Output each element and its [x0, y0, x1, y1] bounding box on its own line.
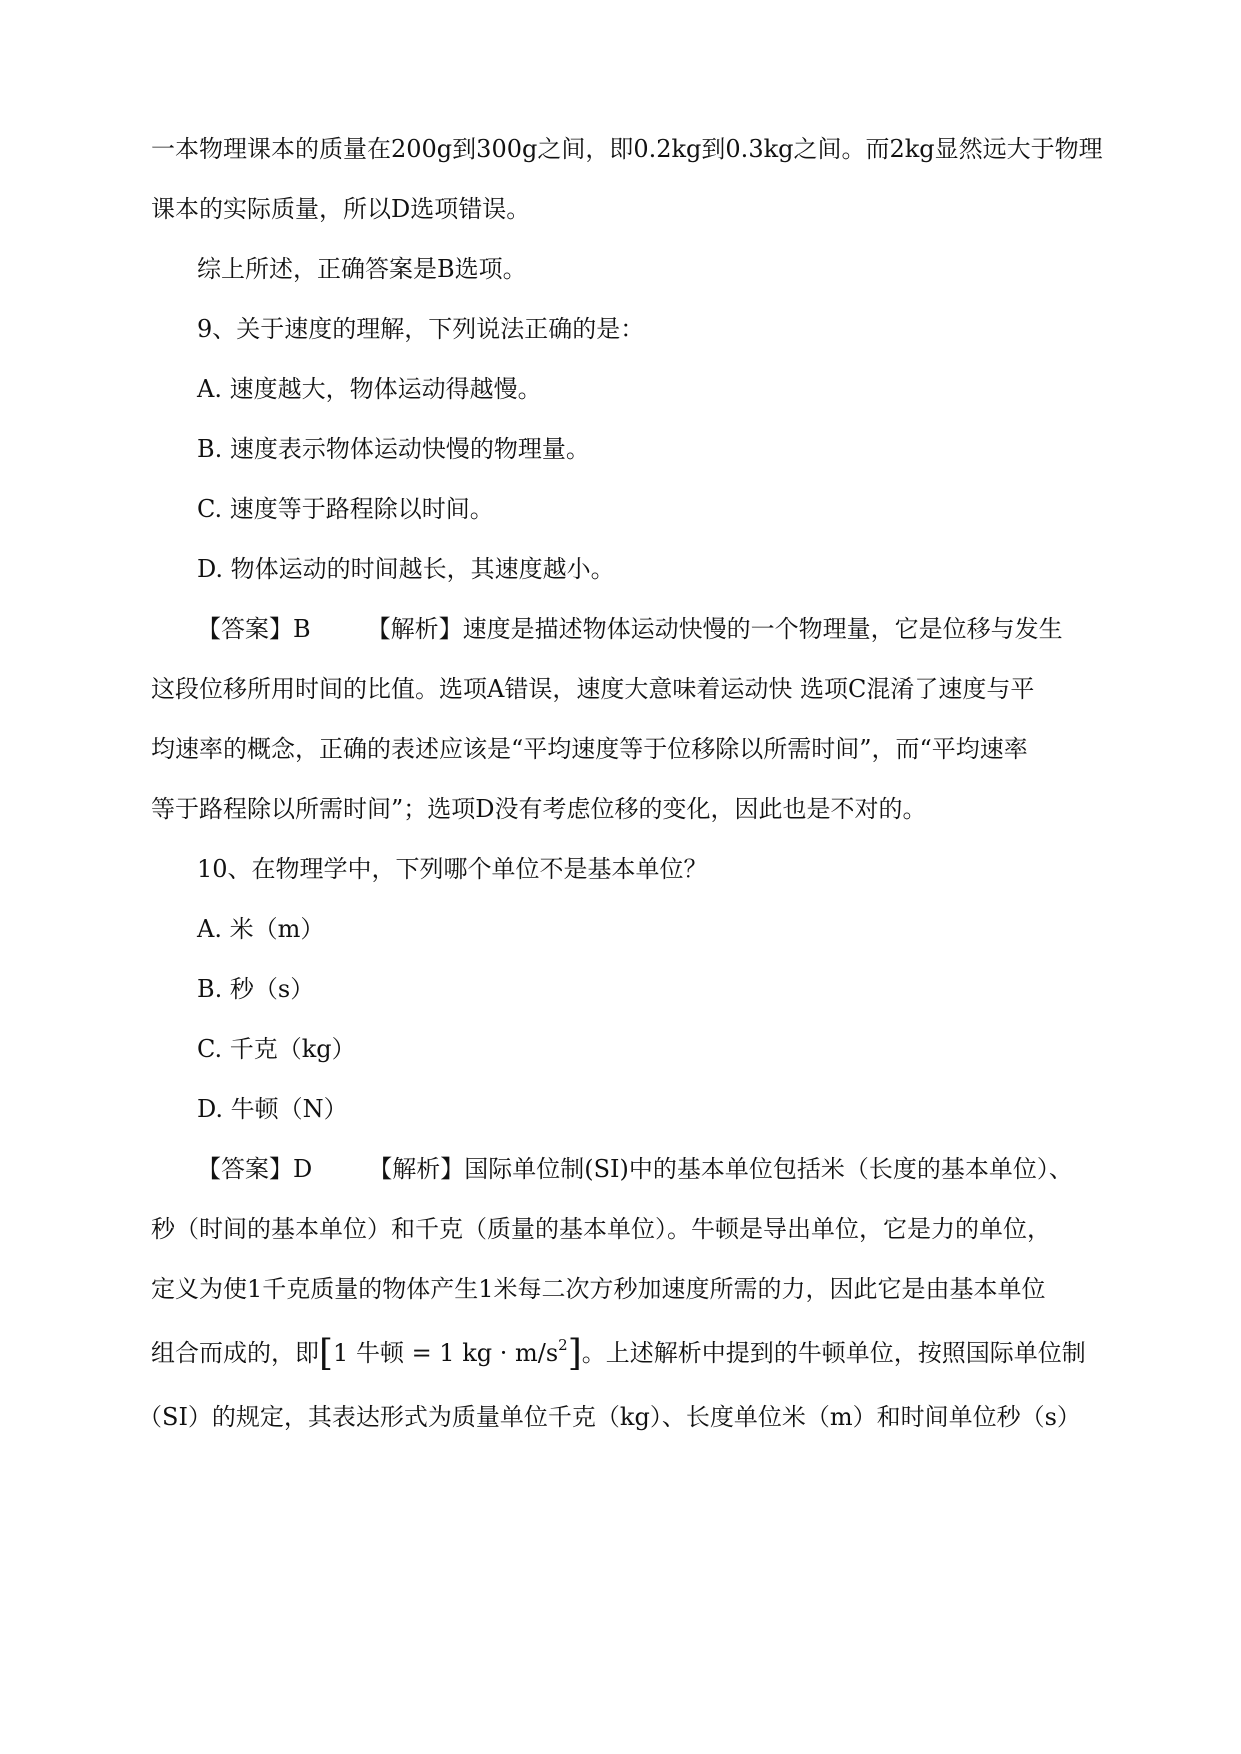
option-a: A. 米（m）	[197, 915, 325, 943]
right-bracket: ]	[567, 1333, 582, 1374]
answer-line-9	[197, 612, 1063, 646]
answer-label: 【答案】D	[197, 1155, 313, 1183]
formula-suffix: 。上述解析中提到的牛顿单位，按照国际单位制	[581, 1339, 1086, 1367]
paragraph-line: 课本的实际质量，所以D选项错误。	[151, 195, 531, 223]
option-d: D. 牛顿（N）	[197, 1095, 348, 1123]
question-9: 9、关于速度的理解，下列说法正确的是：	[197, 315, 645, 343]
formula-main: 1 牛顿 = 1 kg · m/s	[333, 1339, 559, 1367]
paragraph-line: 定义为使1千克质量的物体产生1米每二次方秒加速度所需的力，因此它是由基本单位	[151, 1275, 1046, 1303]
paragraph-line: 等于路程除以所需时间”；选项D没有考虑位移的变化，因此也是不对的。	[151, 795, 927, 823]
analysis-text: 【解析】国际单位制(SI)中的基本单位包括米（长度的基本单位）、	[368, 1155, 1073, 1183]
analysis-text: 【解析】速度是描述物体运动快慢的一个物理量，它是位移与发生	[366, 615, 1063, 643]
option-b: B. 速度表示物体运动快慢的物理量。	[197, 435, 590, 463]
newton-formula	[333, 1336, 568, 1370]
paragraph-line: 均速率的概念，正确的表述应该是“平均速度等于位移除以所需时间”，而“平均速率	[151, 735, 1028, 763]
option-b: B. 秒（s）	[197, 975, 315, 1003]
paragraph-line: 秒（时间的基本单位）和千克（质量的基本单位）。牛顿是导出单位，它是力的单位，	[151, 1215, 1051, 1243]
answer-line-10	[197, 1152, 1073, 1186]
paragraph-line: 这段位移所用时间的比值。选项A错误，速度大意味着运动快 选项C混淆了速度与平	[151, 675, 1035, 703]
option-c: C. 千克（kg）	[197, 1035, 356, 1063]
paragraph-line: 一本物理课本的质量在200g到300g之间，即0.2kg到0.3kg之间。而2kg显然远大于物理	[151, 135, 1103, 163]
option-a: A. 速度越大，物体运动得越慢。	[197, 375, 542, 403]
paragraph-line: （SI）的规定，其表达形式为质量单位千克（kg）、长度单位米（m）和时间单位秒（s）	[138, 1403, 1081, 1431]
formula-prefix: 组合而成的，即	[151, 1339, 319, 1367]
answer-label: 【答案】B	[197, 615, 311, 643]
question-10: 10、在物理学中，下列哪个单位不是基本单位？	[197, 855, 708, 883]
formula-exponent: 2	[558, 1336, 568, 1354]
option-c: C. 速度等于路程除以时间。	[197, 495, 494, 523]
conclusion-line: 综上所述，正确答案是B选项。	[197, 255, 527, 283]
left-bracket: [	[319, 1333, 334, 1374]
option-d: D. 物体运动的时间越长，其速度越小。	[197, 555, 615, 583]
formula-line	[151, 1333, 1086, 1374]
